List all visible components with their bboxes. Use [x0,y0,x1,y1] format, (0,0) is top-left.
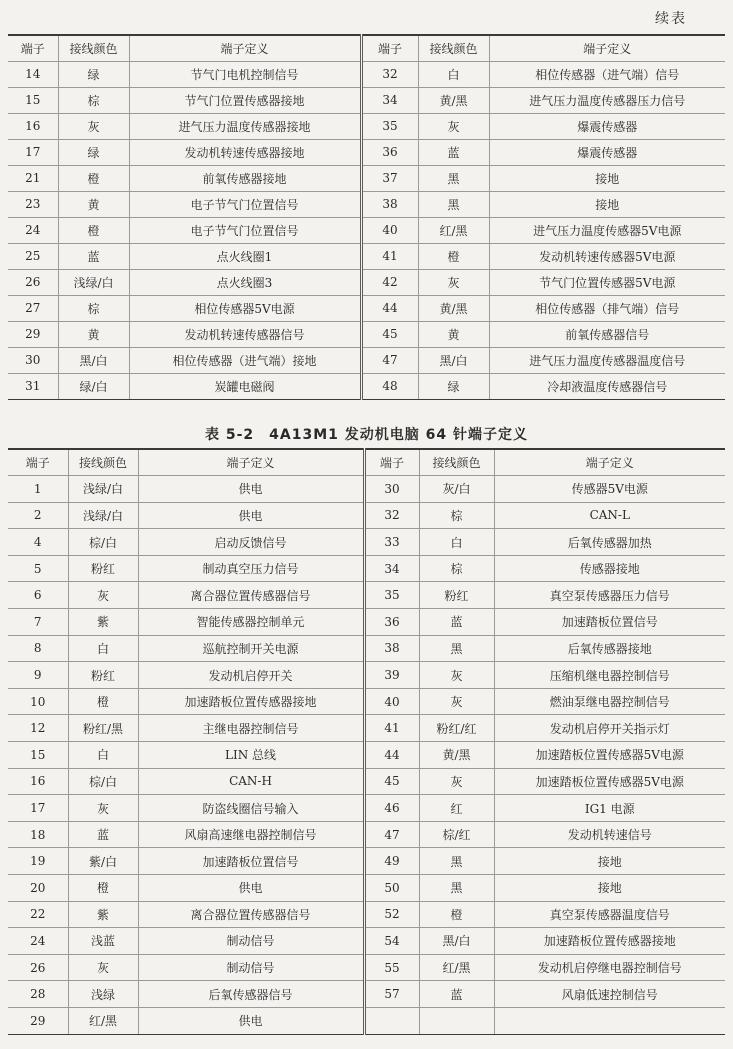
table-row [8,688,725,715]
wire-color: 灰 [419,662,494,689]
table-row [8,243,725,269]
pin-definition: 加速踏板位置信号 [138,848,364,875]
header-pin: 端子 [364,449,419,476]
pin-number: 38 [361,191,418,217]
pin-number: 10 [8,688,68,715]
wire-color: 橙 [419,901,494,928]
pin-definition: 点火线圈1 [129,243,361,269]
wire-color: 黑 [419,635,494,662]
table-row [8,1007,725,1034]
pin-definition: 主继电器控制信号 [138,715,364,742]
pin-definition: 接地 [489,165,725,191]
pin-definition: CAN-H [138,768,364,795]
pin-definition: 离合器位置传感器信号 [138,582,364,609]
table-row [8,502,725,529]
pin-definition: 加速踏板位置传感器接地 [138,688,364,715]
pin-number: 54 [364,928,419,955]
wire-color: 紫 [68,609,138,636]
wire-color: 灰 [418,113,489,139]
table-row [8,529,725,556]
wire-color: 橙 [68,688,138,715]
wire-color: 黑/白 [58,347,129,373]
wire-color: 黑 [418,191,489,217]
wire-color: 浅绿 [68,981,138,1008]
table-row [8,742,725,769]
pin-definition: 加速踏板位置传感器5V电源 [494,742,725,769]
table-row [8,269,725,295]
pin-definition [494,1007,725,1034]
table-row [8,555,725,582]
table-row [8,191,725,217]
pin-number: 39 [364,662,419,689]
wire-color: 蓝 [68,821,138,848]
pin-definition: 加速踏板位置信号 [494,609,725,636]
pin-number: 26 [8,269,58,295]
pin-number: 17 [8,139,58,165]
pin-number: 21 [8,165,58,191]
wire-color: 橙 [418,243,489,269]
wire-color: 黑/白 [419,928,494,955]
wire-color: 黑 [419,848,494,875]
pin-number: 7 [8,609,68,636]
table-row [8,821,725,848]
pin-number: 41 [361,243,418,269]
wire-color: 绿 [418,373,489,399]
wire-color: 浅绿/白 [68,476,138,503]
pin-number: 35 [361,113,418,139]
pin-definition: 点火线圈3 [129,269,361,295]
pin-number: 27 [8,295,58,321]
wire-color: 棕 [58,87,129,113]
pin-definition: 风扇高速继电器控制信号 [138,821,364,848]
wire-color: 蓝 [58,243,129,269]
pin-number: 35 [364,582,419,609]
pin-number: 47 [361,347,418,373]
pin-number: 28 [8,981,68,1008]
pin-definition: 制动信号 [138,954,364,981]
table-row [8,139,725,165]
header-definition: 端子定义 [494,449,725,476]
wire-color: 绿 [58,61,129,87]
pin-number: 17 [8,795,68,822]
pin-definition: 电子节气门位置信号 [129,217,361,243]
pin-definition: 加速踏板位置传感器接地 [494,928,725,955]
pin-number: 40 [361,217,418,243]
pin-number: 5 [8,555,68,582]
wire-color: 白 [68,742,138,769]
pin-number: 20 [8,875,68,902]
pin-number: 15 [8,742,68,769]
pin-definition: 接地 [489,191,725,217]
pin-definition: CAN-L [494,502,725,529]
table-row [8,321,725,347]
pin-number: 15 [8,87,58,113]
pin-number: 24 [8,928,68,955]
pin-number: 48 [361,373,418,399]
pin-definition: 爆震传感器 [489,113,725,139]
wire-color: 粉红/黑 [68,715,138,742]
table-row [8,476,725,503]
wire-color: 紫 [68,901,138,928]
table-row [8,347,725,373]
pin-definition: 传感器5V电源 [494,476,725,503]
table-header-row [8,449,725,476]
table-row [8,295,725,321]
pin-number: 25 [8,243,58,269]
pin-definition: 节气门位置传感器接地 [129,87,361,113]
pin-number: 12 [8,715,68,742]
wire-color: 棕/白 [68,529,138,556]
wire-color: 粉红 [68,555,138,582]
pin-definition: 相位传感器（排气端）信号 [489,295,725,321]
wire-color: 棕 [419,502,494,529]
pin-definition: 节气门位置传感器5V电源 [489,269,725,295]
pin-number: 30 [8,347,58,373]
pin-definition: 炭罐电磁阀 [129,373,361,399]
header-color: 接线颜色 [68,449,138,476]
pin-number: 45 [361,321,418,347]
table-row [8,635,725,662]
pin-table-continued [8,34,725,400]
pin-definition: 后氧传感器加热 [494,529,725,556]
pin-definition: 发动机转速传感器接地 [129,139,361,165]
table-row [8,928,725,955]
wire-color: 灰 [68,582,138,609]
pin-definition: 真空泵传感器压力信号 [494,582,725,609]
pin-definition: 供电 [138,1007,364,1034]
pin-number: 38 [364,635,419,662]
pin-definition: 相位传感器（进气端）信号 [489,61,725,87]
wire-color: 蓝 [418,139,489,165]
wire-color: 浅绿/白 [68,502,138,529]
table-row [8,662,725,689]
pin-number: 42 [361,269,418,295]
pin-definition: 发动机启停继电器控制信号 [494,954,725,981]
header-definition: 端子定义 [489,35,725,61]
pin-number: 47 [364,821,419,848]
table-row [8,582,725,609]
pin-definition: 发动机转速信号 [494,821,725,848]
table-caption: 表 5-2 4A13M1 发动机电脑 64 针端子定义 [204,427,528,443]
wire-color: 黑 [418,165,489,191]
pin-definition: 冷却液温度传感器信号 [489,373,725,399]
wire-color: 灰 [58,113,129,139]
pin-number: 4 [8,529,68,556]
wire-color: 黄/黑 [418,87,489,113]
wire-color: 红/黑 [419,954,494,981]
table-row [8,795,725,822]
wire-color: 粉红/红 [419,715,494,742]
pin-definition: 电子节气门位置信号 [129,191,361,217]
wire-color: 粉红 [419,582,494,609]
pin-definition: 爆震传感器 [489,139,725,165]
pin-table-64 [8,448,725,1035]
pin-definition: 风扇低速控制信号 [494,981,725,1008]
pin-number: 49 [364,848,419,875]
wire-color: 白 [68,635,138,662]
wire-color: 黄 [58,321,129,347]
wire-color: 浅蓝 [68,928,138,955]
pin-definition: 制动信号 [138,928,364,955]
wire-color: 红/黑 [68,1007,138,1034]
table-row [8,373,725,399]
pin-definition: 燃油泵继电器控制信号 [494,688,725,715]
wire-color: 蓝 [419,981,494,1008]
pin-definition: 制动真空压力信号 [138,555,364,582]
pin-definition: 进气压力温度传感器压力信号 [489,87,725,113]
wire-color: 灰/白 [419,476,494,503]
pin-definition: IG1 电源 [494,795,725,822]
pin-definition: LIN 总线 [138,742,364,769]
wire-color: 灰 [419,688,494,715]
wire-color: 绿 [58,139,129,165]
pin-number: 45 [364,768,419,795]
pin-number: 22 [8,901,68,928]
wire-color: 黄 [58,191,129,217]
pin-number: 52 [364,901,419,928]
continued-label: 续表 [655,11,687,27]
pin-definition: 巡航控制开关电源 [138,635,364,662]
pin-definition: 传感器接地 [494,555,725,582]
pin-definition: 智能传感器控制单元 [138,609,364,636]
table-row [8,165,725,191]
pin-definition: 真空泵传感器温度信号 [494,901,725,928]
pin-number: 46 [364,795,419,822]
pin-definition: 供电 [138,476,364,503]
pin-definition: 后氧传感器接地 [494,635,725,662]
pin-number: 9 [8,662,68,689]
table-row [8,981,725,1008]
pin-number: 16 [8,113,58,139]
pin-number: 26 [8,954,68,981]
pin-number: 34 [364,555,419,582]
table-header-row [8,35,725,61]
wire-color: 浅绿/白 [58,269,129,295]
header-pin: 端子 [8,35,58,61]
pin-definition: 离合器位置传感器信号 [138,901,364,928]
wire-color: 棕 [419,555,494,582]
wire-color: 黄/黑 [419,742,494,769]
wire-color: 粉红 [68,662,138,689]
pin-number: 30 [364,476,419,503]
pin-number: 23 [8,191,58,217]
table-row [8,715,725,742]
header-pin: 端子 [8,449,68,476]
pin-definition: 进气压力温度传感器接地 [129,113,361,139]
pin-number: 50 [364,875,419,902]
wire-color: 棕/白 [68,768,138,795]
pin-definition: 相位传感器5V电源 [129,295,361,321]
header-color: 接线颜色 [418,35,489,61]
pin-number: 44 [364,742,419,769]
wire-color: 红 [419,795,494,822]
pin-number: 24 [8,217,58,243]
pin-number: 32 [364,502,419,529]
table-row [8,875,725,902]
header-color: 接线颜色 [58,35,129,61]
pin-number: 55 [364,954,419,981]
pin-definition: 进气压力温度传感器温度信号 [489,347,725,373]
pin-number: 1 [8,476,68,503]
pin-number [364,1007,419,1034]
wire-color: 黑 [419,875,494,902]
wire-color: 橙 [58,217,129,243]
pin-number: 37 [361,165,418,191]
pin-definition: 前氧传感器信号 [489,321,725,347]
pin-number: 31 [8,373,58,399]
wire-color: 棕 [58,295,129,321]
pin-definition: 防盗线圈信号输入 [138,795,364,822]
pin-number: 36 [361,139,418,165]
pin-number: 16 [8,768,68,795]
table-row [8,61,725,87]
header-definition: 端子定义 [129,35,361,61]
pin-definition: 相位传感器（进气端）接地 [129,347,361,373]
wire-color: 灰 [418,269,489,295]
pin-definition: 压缩机继电器控制信号 [494,662,725,689]
pin-definition: 供电 [138,875,364,902]
pin-number: 40 [364,688,419,715]
table-row [8,768,725,795]
pin-number: 6 [8,582,68,609]
table-row [8,901,725,928]
pin-number: 34 [361,87,418,113]
pin-definition: 发动机转速传感器5V电源 [489,243,725,269]
pin-definition: 接地 [494,875,725,902]
table-row [8,609,725,636]
pin-definition: 后氧传感器信号 [138,981,364,1008]
wire-color: 紫/白 [68,848,138,875]
table-row [8,113,725,139]
wire-color: 绿/白 [58,373,129,399]
pin-number: 32 [361,61,418,87]
pin-definition: 进气压力温度传感器5V电源 [489,217,725,243]
pin-number: 57 [364,981,419,1008]
pin-definition: 启动反馈信号 [138,529,364,556]
pin-definition: 发动机启停开关 [138,662,364,689]
pin-number: 29 [8,321,58,347]
wire-color: 棕/红 [419,821,494,848]
wire-color: 灰 [68,954,138,981]
pin-number: 18 [8,821,68,848]
pin-definition: 发动机转速传感器信号 [129,321,361,347]
wire-color: 白 [419,529,494,556]
pin-definition: 加速踏板位置传感器5V电源 [494,768,725,795]
wire-color: 橙 [68,875,138,902]
pin-number: 8 [8,635,68,662]
wire-color: 红/黑 [418,217,489,243]
wire-color: 灰 [68,795,138,822]
pin-definition: 节气门电机控制信号 [129,61,361,87]
pin-number: 33 [364,529,419,556]
table-row [8,848,725,875]
wire-color: 黄 [418,321,489,347]
pin-number: 29 [8,1007,68,1034]
pin-definition: 供电 [138,502,364,529]
pin-number: 41 [364,715,419,742]
pin-definition: 接地 [494,848,725,875]
table-row [8,217,725,243]
wire-color: 橙 [58,165,129,191]
table-row [8,954,725,981]
table-row [8,87,725,113]
wire-color: 白 [418,61,489,87]
header-pin: 端子 [361,35,418,61]
pin-definition: 前氧传感器接地 [129,165,361,191]
pin-number: 44 [361,295,418,321]
pin-definition: 发动机启停开关指示灯 [494,715,725,742]
header-definition: 端子定义 [138,449,364,476]
pin-number: 19 [8,848,68,875]
pin-number: 2 [8,502,68,529]
header-color: 接线颜色 [419,449,494,476]
wire-color: 黄/黑 [418,295,489,321]
pin-number: 14 [8,61,58,87]
wire-color: 黑/白 [418,347,489,373]
pin-number: 36 [364,609,419,636]
wire-color: 灰 [419,768,494,795]
wire-color: 蓝 [419,609,494,636]
wire-color [419,1007,494,1034]
